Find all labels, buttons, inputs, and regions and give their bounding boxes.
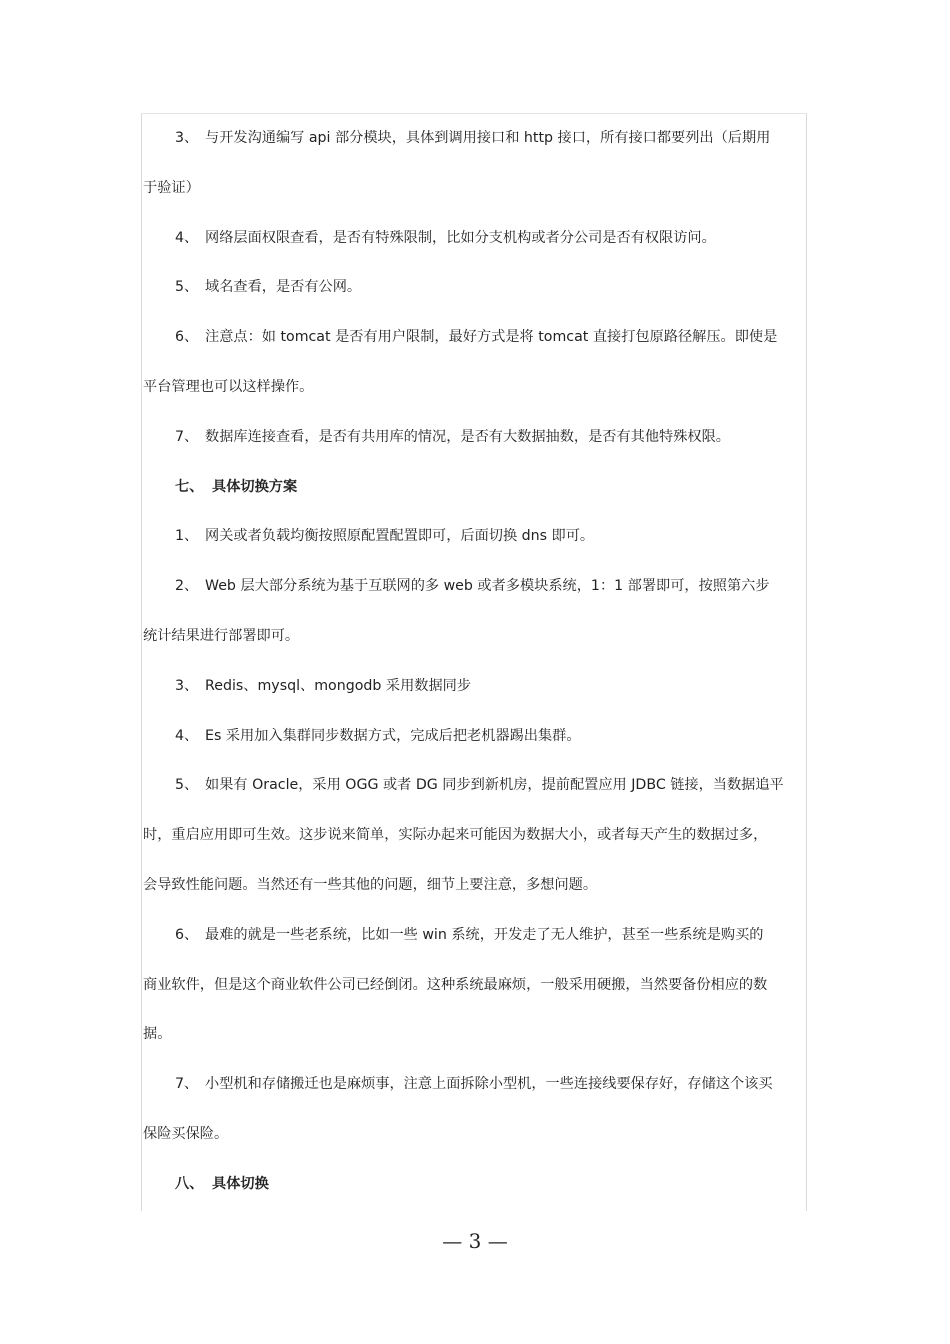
list-item: 1、 网关或者负载均衡按照原配置配置即可，后面切换 dns 即可。 [175, 528, 595, 545]
page-number: — 3 — [442, 1229, 508, 1253]
list-item: 2、 Web 层大部分系统为基于互联网的多 web 或者多模块系统，1：1 部署即可，按照第六步 [175, 578, 770, 595]
list-item: 7、 数据库连接查看，是否有共用库的情况，是否有大数据抽数，是否有其他特殊权限。 [175, 428, 730, 445]
document-body [143, 114, 807, 1210]
list-item: 7、 小型机和存储搬迁也是麻烦事，注意上面拆除小型机，一些连接线要保存好，存储这个该买 [175, 1076, 773, 1093]
list-item: 3、 Redis、mysql、mongodb 采用数据同步 [175, 677, 472, 694]
list-item-continuation: 统计结果进行部署即可。 [143, 627, 300, 644]
list-item: 4、 Es 采用加入集群同步数据方式，完成后把老机器踢出集群。 [175, 727, 581, 744]
list-item: 6、 最难的就是一些老系统，比如一些 win 系统，开发走了无人维护，甚至一些系统是购买的 [175, 926, 764, 943]
list-item-continuation: 商业软件，但是这个商业软件公司已经倒闭。这种系统最麻烦，一般采用硬搬，当然要备份相应的数 [143, 976, 768, 993]
list-item: 5、 域名查看，是否有公网。 [175, 279, 362, 296]
list-item: 5、 如果有 Oracle，采用 OGG 或者 DG 同步到新机房，提前配置应用 JDBC 链接，当数据追平 [175, 777, 784, 794]
list-item: 4、 网络层面权限查看，是否有特殊限制，比如分支机构或者分公司是否有权限访问。 [175, 229, 716, 246]
section-heading: 七、 具体切换方案 [175, 478, 298, 495]
list-item-continuation: 会导致性能问题。当然还有一些其他的问题，细节上要注意，多想问题。 [143, 876, 598, 893]
section-heading: 八、 具体切换 [175, 1175, 269, 1192]
list-item-continuation: 保险买保险。 [143, 1125, 229, 1142]
list-item-continuation: 平台管理也可以这样操作。 [143, 378, 314, 395]
list-item-continuation: 时，重启应用即可生效。这步说来简单，实际办起来可能因为数据大小，或者每天产生的数据过多， [143, 827, 768, 844]
list-item: 6、 注意点：如 tomcat 是否有用户限制，最好方式是将 tomcat 直接打包原路径解压。即使是 [175, 329, 778, 346]
list-item-continuation: 于验证） [143, 179, 200, 196]
list-item-continuation: 据。 [143, 1026, 172, 1043]
list-item: 3、 与开发沟通编写 api 部分模块，具体到调用接口和 http 接口，所有接口都要列出（后期用 [175, 130, 771, 146]
